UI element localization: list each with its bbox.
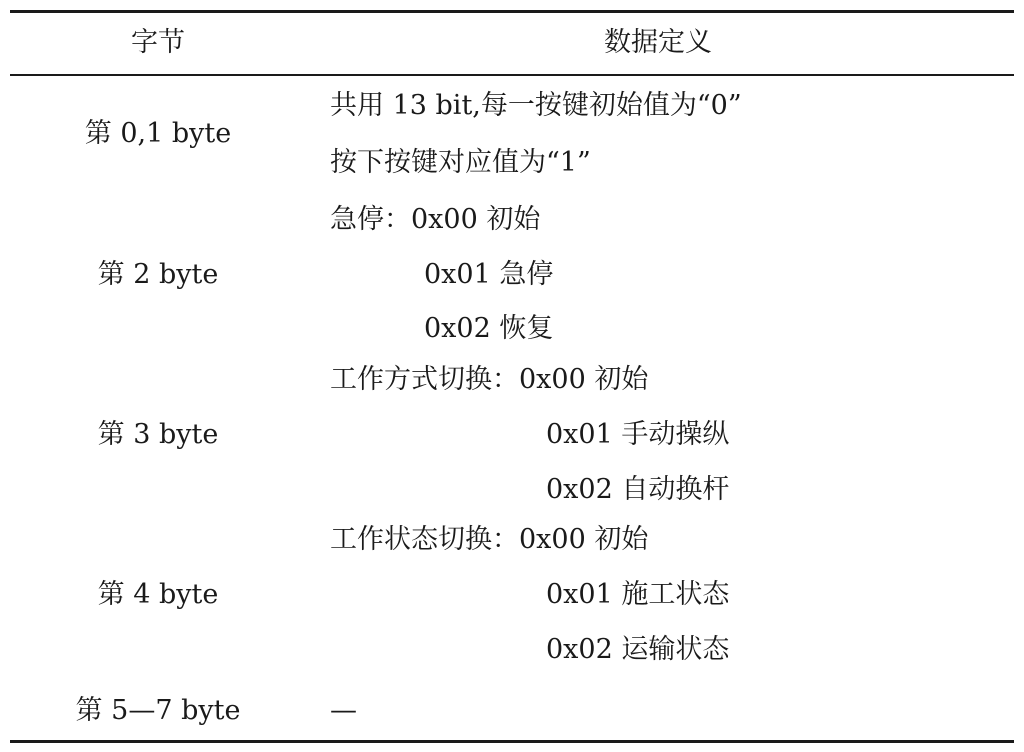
header-definition: 数据定义 [604, 27, 712, 58]
row-definition-line: 急停：0x00 初始 [330, 204, 541, 235]
row-definition-line: 共用 13 bit,每一按键初始值为“0” [330, 90, 742, 121]
row-definition-line: 按下按键对应值为“1” [330, 147, 591, 178]
table-header-rule [10, 74, 1014, 76]
row-byte-label: 第 4 byte [97, 579, 219, 610]
row-definition-line: 0x01 急停 [424, 259, 554, 290]
row-definition-line: 0x02 运输状态 [546, 634, 730, 665]
row-definition-line: — [330, 695, 357, 726]
row-definition-line: 0x02 自动换杆 [546, 474, 730, 505]
row-byte-label: 第 0,1 byte [84, 118, 232, 149]
row-definition-line: 0x01 手动操纵 [546, 419, 730, 450]
row-definition-line: 工作方式切换：0x00 初始 [330, 364, 649, 395]
row-definition-line: 0x01 施工状态 [546, 579, 730, 610]
table-bottom-rule [10, 740, 1014, 743]
row-definition-line: 0x02 恢复 [424, 313, 554, 344]
row-byte-label: 第 2 byte [97, 259, 219, 290]
table-top-rule [10, 10, 1014, 13]
row-definition-line: 工作状态切换：0x00 初始 [330, 524, 649, 555]
header-byte: 字节 [131, 27, 185, 58]
row-byte-label: 第 5—7 byte [75, 695, 241, 726]
row-byte-label: 第 3 byte [97, 419, 219, 450]
